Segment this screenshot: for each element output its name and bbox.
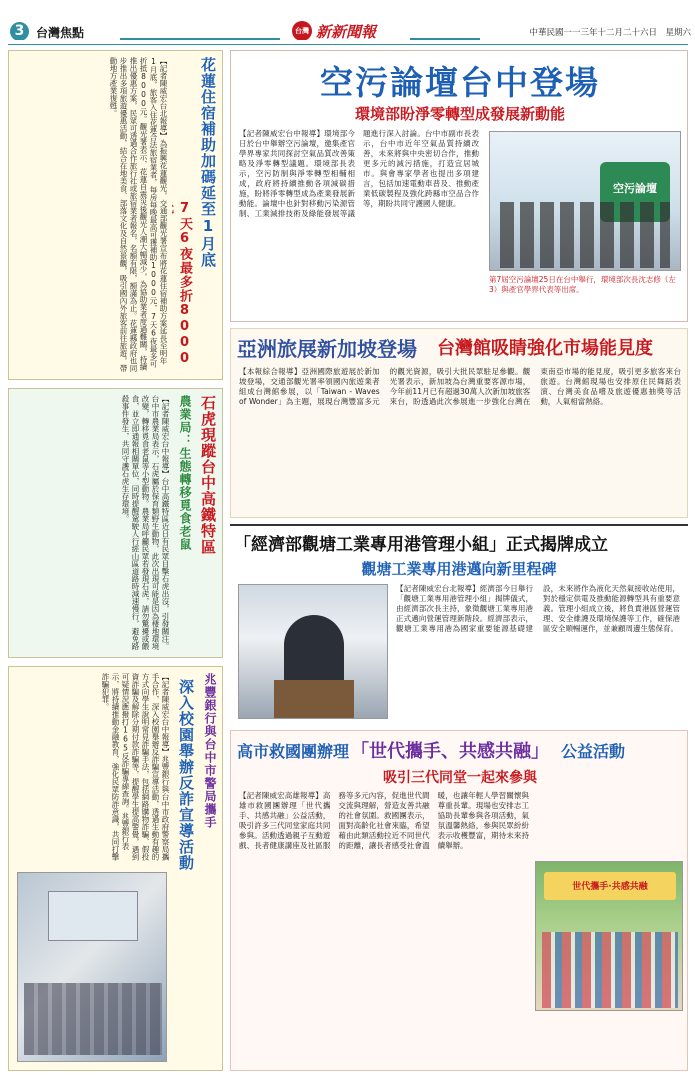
air-pollution-article — [230, 50, 688, 322]
asia-travel-article — [230, 328, 688, 518]
paper-logo-badge: 台灣 — [292, 21, 312, 40]
air-pollution-headline: 空污論壇台中登場 — [320, 63, 600, 99]
youth-corps-headline-quote: 「世代攜手、共感共融」 — [351, 741, 549, 762]
youth-corps-headline-right: 公益活動 — [561, 742, 626, 761]
backdrop-banner-text: 空污論壇 — [613, 182, 657, 195]
leopard-cat-headline: 石虎現蹤台中高鐵特區 — [199, 395, 217, 555]
hualien-body: 【記者陳威宏台北報導】為振興花蓮觀光，交通部觀光署宣布將花蓮住宿補助方案延長至明年1月底，旅客入住花蓮合法旅宿業者，每房每晚最高可獲補助1000元，7天6夜最多可折抵8000元。觀光署表示，花蓮自震災後觀光人潮大幅減少，為協助業者度過難關，持續推出優惠方案，民眾可透過合作旅行社或旅宿業者報名，名額有限，額滿為止。花蓮縣政府也同步推出多項旅遊優惠活動，結合在地美食、部落文化及自然景觀，吸引國內外旅客前往旅遊，帶動地方產業復甦。 — [109, 57, 168, 372]
leopard-cat-body: 【記者陳威宏台中報導】台中高鐵特區近日有民眾目擊石虎出沒，引發關注。台中市農業局表示，石虎屬於保育類野生動物，此次出現可能是因為棲地環境改變，轉移覓食老鼠等小型動物。農業局呼籲民眾若發現石虎，請勿驚擾或餵食，並立即通報相關單位，同時提醒駕駛人行經山區道路時減速慢行，避免路殺事件發生，共同守護石虎生存環境。 — [121, 395, 170, 650]
megabank-article — [8, 666, 223, 1071]
air-pollution-body-left: 【記者陳威宏台中報導】環境部今日於台中舉辦空污論壇，邀集產官學界專家共同探討空氣品質改善策略及淨零轉型議題。環境部長表示，空污防制與淨零轉型相輔相成，政府將持續推動各項減碳措施，盼將淨零轉型成為產業發展新動能。論壇中也針對移動污染源管制、工業減排技術及綠能發展等議題進行深入討論。台中市副市長表示，台中市近年空氣品質持續改善，未來將與中央密切合作，推動更多元的減污措施，打造宜居城市。與會專家學者也提出多項建言，包括加速電動車普及、推動產業低碳製程及強化跨縣市空品合作等，期盼共同守護國人健康。 — [239, 129, 479, 218]
event-banner — [544, 872, 676, 900]
megabank-top-headline: 兆豐銀行與台中市警局攜手 — [203, 673, 217, 829]
asia-travel-headline: 亞洲旅展新加坡登場 — [237, 337, 417, 361]
masthead-rule-right — [410, 38, 480, 40]
megabank-headline: 深入校園舉辦反詐宣導活動 — [177, 679, 195, 871]
youth-corps-subheadline: 吸引三代同堂一起來參與 — [383, 770, 537, 786]
guantang-headline: 「經濟部觀塘工業專用港管理小組」正式揭牌成立 — [234, 535, 608, 555]
section-title: 台灣焦點 — [36, 26, 85, 40]
megabank-body: 【記者陳威宏台中報導】兆豐銀行與台中市政府警察局攜手合作，深入校園舉辦反詐騙宣導活動，透過生動有趣的方式向學生說明常見詐騙手法，包括網路購物詐騙、假投資詐騙及解除分期付款詐騙等，提醒學生提高警覺，遇到可疑情況應撥打165反詐騙專線查詢。兆豐銀行表示，將持續推動金融教育，強化民眾防詐意識，共同打擊詐騙犯罪。 — [101, 673, 170, 861]
youth-corps-article — [230, 730, 688, 1071]
megabank-photo — [17, 872, 167, 1062]
projection-screen — [48, 891, 138, 941]
event-banner-text: 世代攜手·共感共融 — [572, 882, 648, 892]
asia-travel-body: 【本報綜合報導】亞洲國際旅遊展於新加坡登場，交通部觀光署率領國內旅遊業者組成台灣館參展，以「Taiwan - Waves of Wonder」為主題，展現台灣豐富多元的觀光資源，吸引大批民眾駐足參觀。觀光署表示，新加坡為台灣重要客源市場，今年前11月已有超過30萬人次新加坡旅客來台，盼透過此次參展進一步強化台灣在東南亞市場的能見度，吸引更多旅客來台旅遊。台灣館現場也安排原住民舞蹈表演、台灣美食品嚐及旅遊優惠抽獎等活動，人氣相當熱絡。 — [239, 367, 681, 406]
audience-seats — [24, 983, 162, 1055]
leopard-cat-article — [8, 388, 223, 658]
asia-travel-headline-right: 台灣館吸睛強化市場能見度 — [437, 338, 653, 359]
guantang-article — [230, 524, 688, 724]
page-number-badge: 3 — [10, 22, 29, 40]
youth-corps-photo — [535, 861, 683, 1011]
hualien-article — [8, 50, 223, 380]
hualien-headline: 花蓮住宿補助加碼延至1月底 — [199, 57, 217, 268]
paper-name: 新新聞報 — [316, 23, 377, 40]
masthead — [0, 0, 695, 40]
participants-group — [542, 932, 678, 1008]
leopard-cat-subheadline: 農業局：生態轉移覓食老鼠 — [178, 395, 192, 551]
top-divider — [8, 44, 688, 45]
air-pollution-photo-caption: 第7屆空污論壇25日在台中舉行，環境部次長沈志修（左3）與產官學界代表等出席。 — [489, 275, 676, 294]
youth-corps-body: 【記者陳威宏高雄報導】高雄市救國團辦理「世代攜手、共感共融」公益活動，吸引許多三代同堂家庭共同參與。活動透過親子互動遊戲、長者健康講座及社區服務等多元內容，促進世代間交流與理解，營造友善共融的社會氛圍。救國團表示，面對高齡化社會來臨，希望藉由此類活動拉近不同世代的距離，讓長者感受社會溫暖，也讓年輕人學習關懷與尊重長輩。現場也安排志工協助長輩參與各項活動，氣氛溫馨熱絡，參與民眾紛紛表示收穫豐富，期待未來持續舉辦。 — [239, 791, 529, 850]
air-pollution-photo — [489, 131, 681, 271]
guantang-body: 【記者陳威宏台北報導】經濟部今日舉行「觀塘工業專用港管理小組」揭牌儀式，由經濟部次長主持，象徵觀塘工業專用港正式邁向營運管理新階段。經濟部表示，觀塘工業專用港為國家重要能源基礎建設，未來將作為液化天然氣接收站使用，對於穩定供電及推動能源轉型具有重要意義。管理小組成立後，將負責港區營運管理、安全維護及環境保護等工作，確保港區安全順暢運作，並兼顧周邊生態保育。 — [396, 584, 680, 633]
hualien-subheadline: 7天6夜最多折8000 — [177, 201, 192, 367]
air-pollution-subheadline: 環境部盼淨零轉型成發展新動能 — [354, 105, 565, 123]
guests-row — [500, 202, 670, 268]
issue-date: 中華民國一一三年十二月二十六日 星期六 — [529, 28, 691, 38]
youth-corps-headline-left: 高市救國團辦理 — [237, 742, 350, 761]
guantang-photo — [238, 584, 388, 719]
guantang-subheadline: 觀塘工業專用港邁向新里程碑 — [361, 560, 557, 578]
section-rule — [120, 38, 280, 40]
podium — [274, 680, 354, 719]
